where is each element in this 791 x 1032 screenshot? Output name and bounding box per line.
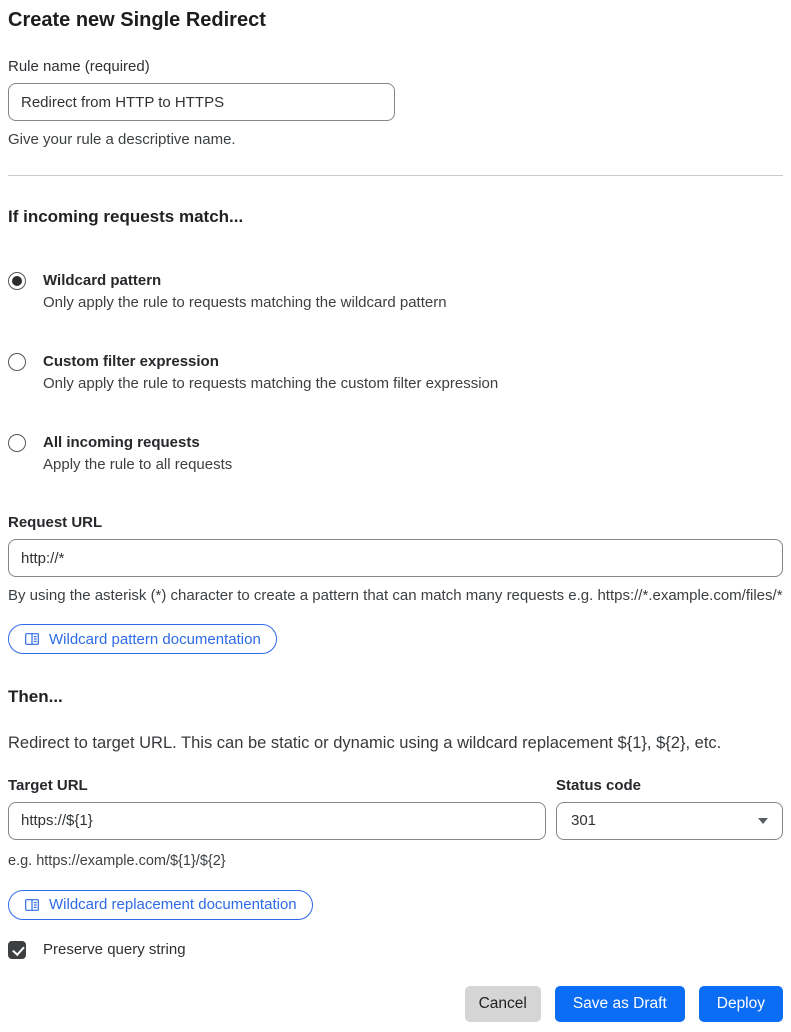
preserve-query-string-checkbox[interactable]: [8, 941, 26, 959]
radio-option-custom-filter[interactable]: [8, 352, 783, 395]
then-section-heading: Then...: [8, 687, 63, 707]
deploy-button[interactable]: Deploy: [699, 986, 783, 1022]
custom-filter-radio[interactable]: [8, 353, 26, 371]
footer-actions: [8, 986, 783, 1022]
match-options-group: [8, 271, 783, 476]
radio-option-wildcard-pattern[interactable]: [8, 271, 783, 314]
wildcard-replacement-docs-button[interactable]: [8, 890, 313, 920]
rule-name-label: Rule name (required): [8, 58, 150, 75]
cancel-button[interactable]: Cancel: [465, 986, 541, 1022]
request-url-input[interactable]: [8, 539, 783, 577]
radio-option-label: Custom filter expression: [43, 353, 219, 371]
target-url-helper: e.g. https://example.com/${1}/${2}: [8, 852, 226, 869]
wildcard-pattern-docs-button[interactable]: [8, 624, 277, 654]
radio-option-label: All incoming requests: [43, 434, 200, 452]
book-open-icon: [24, 631, 40, 647]
status-code-label: Status code: [556, 776, 642, 794]
match-section-heading: If incoming requests match...: [8, 207, 244, 226]
target-url-field: [8, 776, 546, 840]
target-url-label: Target URL: [8, 776, 88, 794]
chevron-down-icon: [758, 818, 768, 824]
request-url-label: Request URL: [8, 514, 103, 532]
rule-name-helper: Give your rule a descriptive name.: [8, 131, 236, 148]
radio-option-description: Only apply the rule to requests matching the wildcard pattern: [43, 294, 447, 312]
wildcard-replacement-docs-label: Wildcard replacement documentation: [49, 896, 297, 914]
rule-name-field: [8, 57, 783, 151]
request-url-field: [8, 513, 783, 607]
status-code-selected-value: 301: [571, 812, 597, 830]
preserve-query-string-label: Preserve query string: [43, 941, 186, 959]
radio-option-description: Apply the rule to all requests: [43, 456, 233, 474]
radio-option-description: Only apply the rule to requests matching the custom filter expression: [43, 375, 499, 393]
all-requests-radio[interactable]: [8, 434, 26, 452]
then-section-description: Redirect to target URL. This can be static or dynamic using a wildcard replacement ${1}, ${2}, etc.: [8, 733, 722, 752]
radio-option-label: Wildcard pattern: [43, 272, 162, 290]
rule-name-input[interactable]: [8, 83, 395, 121]
wildcard-pattern-radio[interactable]: [8, 272, 26, 290]
save-as-draft-button[interactable]: Save as Draft: [555, 986, 685, 1022]
book-open-icon: [24, 897, 40, 913]
target-and-status-row: [8, 776, 783, 840]
section-divider: [8, 175, 783, 176]
status-code-field: [556, 776, 783, 840]
radio-option-all-requests[interactable]: [8, 433, 783, 476]
preserve-query-string-row[interactable]: [8, 941, 783, 959]
status-code-select[interactable]: [556, 802, 783, 840]
target-url-input[interactable]: [8, 802, 546, 840]
page-title: Create new Single Redirect: [8, 9, 266, 31]
wildcard-pattern-docs-label: Wildcard pattern documentation: [49, 630, 261, 648]
request-url-helper: By using the asterisk (*) character to create a pattern that can match many requests e.g. https://*.example.com/files/*: [8, 587, 783, 605]
